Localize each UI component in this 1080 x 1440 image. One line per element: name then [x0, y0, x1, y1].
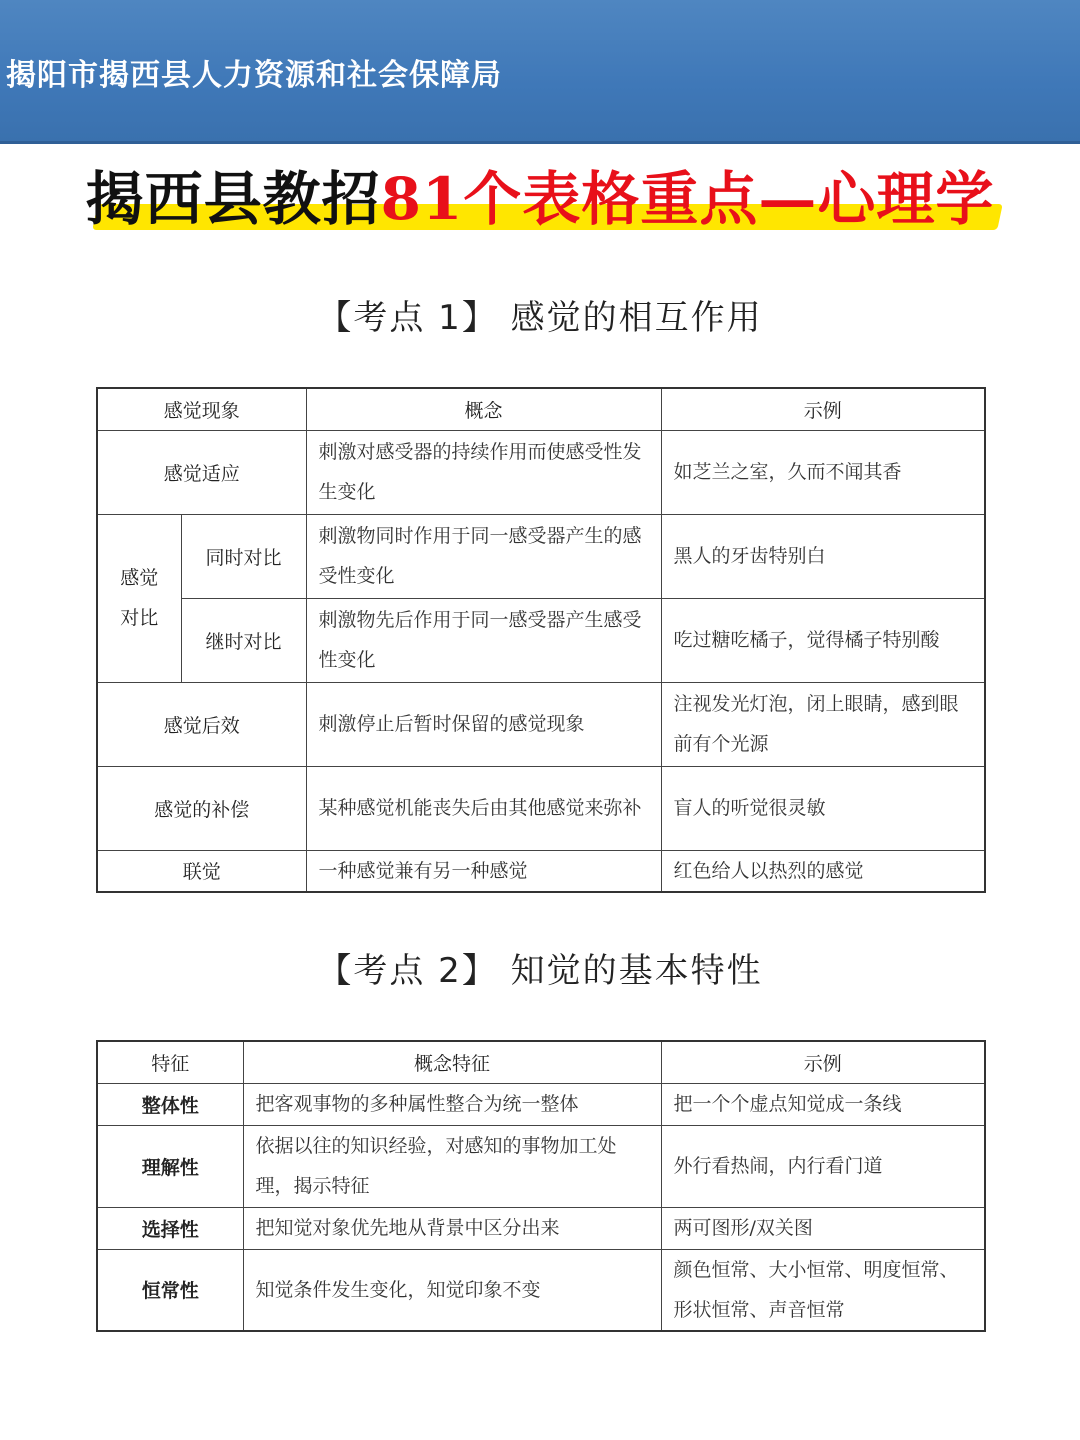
- row-example: 如芝兰之室，久而不闻其香: [661, 430, 985, 514]
- row-example: 红色给人以热烈的感觉: [661, 850, 985, 892]
- header-cell: 示例: [661, 1041, 985, 1083]
- row-example: 颜色恒常、大小恒常、明度恒常、形状恒常、声音恒常: [661, 1249, 985, 1331]
- row-concept: 刺激停止后暂时保留的感觉现象: [306, 682, 661, 766]
- table-row: [97, 514, 985, 598]
- row-name: 同时对比: [181, 514, 306, 598]
- row-name: 感觉适应: [97, 430, 306, 514]
- title-part1: 揭西县教招: [85, 165, 381, 233]
- org-name: 揭阳市揭西县人力资源和社会保障局: [6, 58, 502, 93]
- section2-heading: 【考点 2】 知觉的基本特性: [317, 951, 763, 991]
- row-group-name: 感觉 对比: [97, 514, 181, 682]
- row-concept: 依据以往的知识经验，对感知的事物加工处理，揭示特征: [243, 1125, 661, 1207]
- row-name: 感觉的补偿: [97, 766, 306, 850]
- title-part2: 81个表格重点—心理学: [380, 165, 995, 233]
- header-cell: 概念: [306, 388, 661, 430]
- header-cell: 感觉现象: [97, 388, 306, 430]
- row-name: 感觉后效: [97, 682, 306, 766]
- row-name: 选择性: [97, 1207, 243, 1249]
- table-row: [97, 850, 985, 892]
- row-example: 盲人的听觉很灵敏: [661, 766, 985, 850]
- row-concept: 某种感觉机能丧失后由其他感觉来弥补: [306, 766, 661, 850]
- row-name: 继时对比: [181, 598, 306, 682]
- table-header-row: [97, 1041, 985, 1083]
- row-concept: 刺激对感受器的持续作用而使感受性发生变化: [306, 430, 661, 514]
- header-cell: 示例: [661, 388, 985, 430]
- table-row: [97, 766, 985, 850]
- row-name: 联觉: [97, 850, 306, 892]
- table-sensation: [96, 387, 986, 893]
- table-row: [97, 1083, 985, 1125]
- table-row: [97, 598, 985, 682]
- row-name: 整体性: [97, 1083, 243, 1125]
- table-row: [97, 1249, 985, 1331]
- table-header-row: [97, 388, 985, 430]
- row-example: 吃过糖吃橘子，觉得橘子特别酸: [661, 598, 985, 682]
- row-concept: 一种感觉兼有另一种感觉: [306, 850, 661, 892]
- row-concept: 知觉条件发生变化，知觉印象不变: [243, 1249, 661, 1331]
- table-row: [97, 1125, 985, 1207]
- section1-heading: 【考点 1】 感觉的相互作用: [317, 298, 763, 338]
- row-example: 黑人的牙齿特别白: [661, 514, 985, 598]
- table-row: [97, 1207, 985, 1249]
- row-example: 两可图形/双关图: [661, 1207, 985, 1249]
- row-concept: 把客观事物的多种属性整合为统一整体: [243, 1083, 661, 1125]
- row-example: 注视发光灯泡，闭上眼睛，感到眼前有个光源: [661, 682, 985, 766]
- page-title: [0, 160, 1080, 240]
- row-name: 恒常性: [97, 1249, 243, 1331]
- table-perception: [96, 1040, 986, 1332]
- header-banner: [0, 0, 1080, 144]
- row-concept: 刺激物先后作用于同一感受器产生感受性变化: [306, 598, 661, 682]
- table-row: [97, 682, 985, 766]
- header-cell: 概念特征: [243, 1041, 661, 1083]
- row-concept: 刺激物同时作用于同一感受器产生的感受性变化: [306, 514, 661, 598]
- row-name: 理解性: [97, 1125, 243, 1207]
- row-concept: 把知觉对象优先地从背景中区分出来: [243, 1207, 661, 1249]
- table-row: [97, 430, 985, 514]
- row-example: 外行看热闹，内行看门道: [661, 1125, 985, 1207]
- row-example: 把一个个虚点知觉成一条线: [661, 1083, 985, 1125]
- header-cell: 特征: [97, 1041, 243, 1083]
